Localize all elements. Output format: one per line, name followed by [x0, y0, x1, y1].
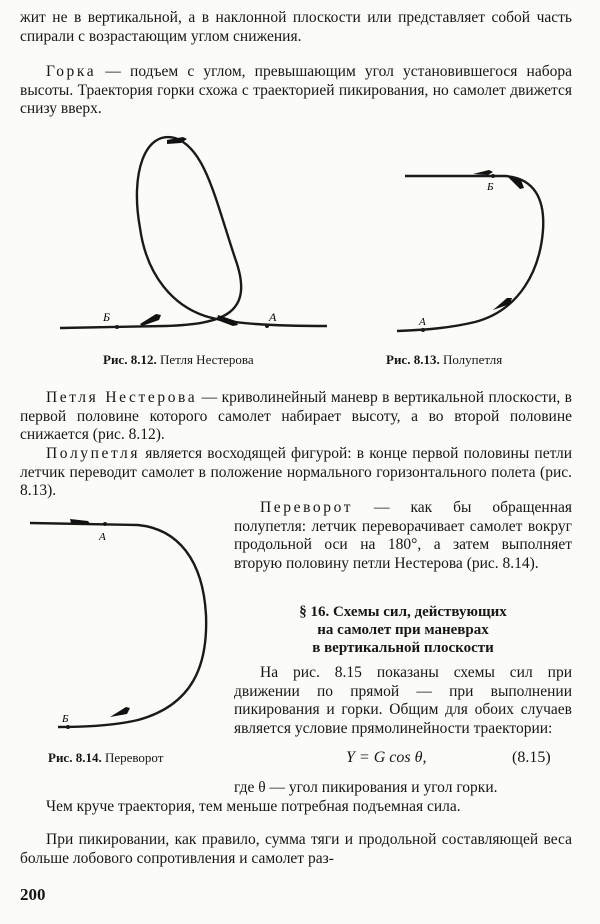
paragraph-nesterov: [20, 389, 572, 445]
paragraph-split-s: [234, 499, 572, 573]
paragraph-theta: где θ — угол пикирования и угол горки.: [234, 779, 498, 796]
term-half-loop: Полупетля: [46, 445, 141, 462]
aircraft-icon: [110, 707, 130, 717]
paragraph-steep: Чем круче траектория, тем меньше потребная подъемная сила.: [46, 798, 461, 815]
formula-number: (8.15): [512, 749, 551, 766]
aircraft-icon: [473, 170, 493, 175]
paragraph-half-loop: [20, 445, 572, 501]
point-a-marker: [421, 328, 425, 332]
aircraft-icon: [217, 315, 238, 326]
paragraph-gorka: [20, 63, 572, 119]
label-b: Б: [62, 713, 69, 725]
point-b-marker: [491, 174, 495, 178]
term-split-s: Переворот: [260, 499, 354, 516]
page-number: 200: [20, 885, 46, 904]
point-b-marker: [115, 325, 119, 329]
loop-trajectory: [60, 137, 327, 328]
half-loop-trajectory: [397, 176, 543, 331]
label-b: Б: [103, 310, 111, 324]
aircraft-icon: [140, 314, 161, 326]
figure-8-12-loop: [55, 128, 335, 338]
paragraph-intro: жит не в вертикальной, а в наклонной плоскости или представляет собой часть спирали с возрастающим углом снижения.: [20, 9, 572, 45]
label-a: А: [419, 316, 426, 328]
text-nesterov: — криволинейный маневр в вертикальной плоскости, в первой половине которого самолет набирает высоту, а во второй половине снижается (рис. 8.12).: [20, 389, 572, 443]
text-split-s: — как бы обращенная полупетля: летчик переворачивает самолет вокруг продольной оси на 180°, а затем выполняет вторую половину петли Нестерова (рис. 8.14).: [234, 499, 572, 572]
paragraph-dive: При пикировании, как правило, сумма тяги и продольной составляющей веса больше лобового сопротивления и самолет раз-: [20, 831, 572, 867]
point-a-marker: [265, 324, 269, 328]
label-a: А: [99, 531, 106, 543]
split-s-trajectory: [30, 523, 206, 727]
text-half-loop: является восходящей фигурой: в конце первой половины петли летчик переводит самолет в положение нормального горизонтального полета (рис. 8.13).: [20, 445, 572, 499]
label-a: А: [269, 310, 277, 324]
caption-fig-8-12: Рис. 8.12. Петля Нестерова: [103, 352, 254, 367]
section-heading: § 16. Схемы сил, действующих на самолет при маневрах в вертикальной плоскости: [299, 604, 507, 656]
point-a-marker: [103, 522, 107, 526]
paragraph-forces: На рис. 8.15 показаны схемы сил при движении по прямой — при выполнении пикирования и горки. Общим для обоих случаев является условие прямолинейности траектории:: [234, 664, 572, 737]
caption-fig-8-14: Рис. 8.14. Переворот: [48, 750, 164, 765]
text-gorka: — подъем с углом, превышающим угол установившегося набора высоты. Траектория горки схожа с траекторией пикирования, но самолет движется снизу вверх.: [20, 63, 572, 117]
figure-8-14-split-s: [28, 505, 213, 735]
point-b-marker: [66, 725, 70, 729]
formula: Y = G cos θ,: [346, 749, 427, 766]
label-b: Б: [487, 181, 494, 193]
term-gorka: Горка: [46, 63, 97, 80]
term-nesterov: Петля Нестерова: [46, 389, 198, 406]
caption-fig-8-13: Рис. 8.13. Полупетля: [386, 352, 503, 367]
figure-8-13-half-loop: [395, 160, 555, 340]
